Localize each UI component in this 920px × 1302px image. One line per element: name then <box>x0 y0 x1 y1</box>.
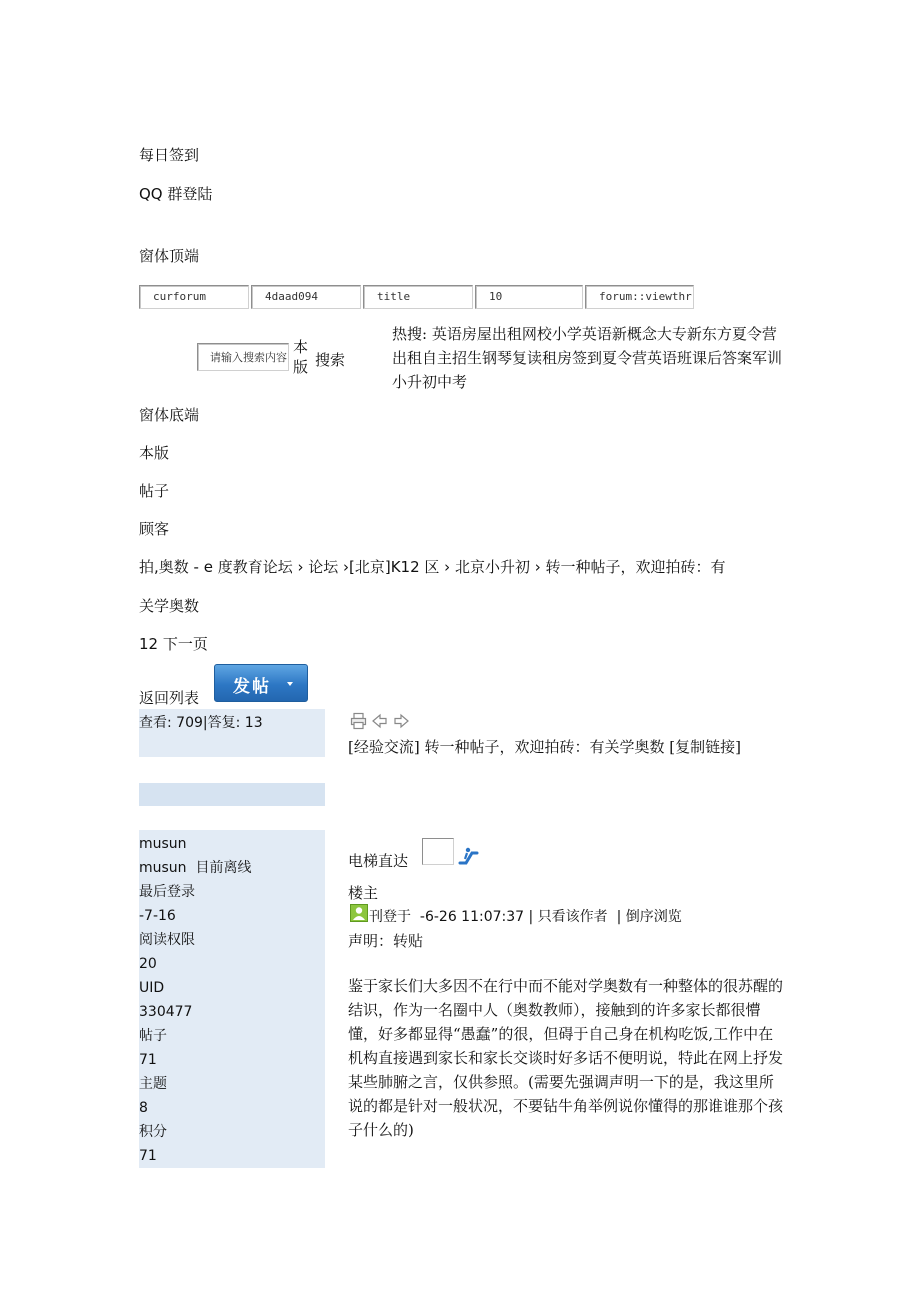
read-perm-label: 阅读权限 <box>139 932 195 948</box>
last-login-label: 最后登录 <box>139 884 195 900</box>
new-post-label: 发帖 <box>233 677 271 697</box>
posts-value[interactable]: 71 <box>139 1052 157 1068</box>
next-thread-icon[interactable] <box>395 715 408 727</box>
uid-value: 330477 <box>139 1004 193 1020</box>
author-name[interactable]: musun <box>139 836 187 852</box>
qq-login-link[interactable]: QQ 群登陆 <box>139 185 213 203</box>
new-post-button[interactable] <box>214 664 308 702</box>
menu-this-board[interactable]: 本版 <box>139 444 170 462</box>
chevron-down-icon <box>287 682 293 686</box>
post-declaration: 声明：转贴 <box>348 932 424 950</box>
floor-jump-input[interactable] <box>422 838 454 865</box>
elevator-label: 电梯直达 <box>348 852 409 870</box>
hot-search-label: 热搜: <box>392 325 428 343</box>
breadcrumb-continued: 关学奥数 <box>139 597 200 615</box>
page-number[interactable]: 12 <box>139 635 159 653</box>
posted-label: 刊登于 <box>369 909 411 925</box>
topics-value[interactable]: 8 <box>139 1100 148 1116</box>
field-num[interactable]: 10 <box>475 285 583 309</box>
form-bottom-label: 窗体底端 <box>139 406 200 424</box>
thread-title-row <box>348 737 741 757</box>
hot-search <box>392 322 787 394</box>
back-to-list-link[interactable]: 返回列表 <box>139 689 200 707</box>
post-meta: 刊登于 -6-26 11:07:37 | 只看该作者 | 倒序浏览 <box>369 909 682 925</box>
replies-count: 13 <box>244 715 263 731</box>
online-status: 目前离线 <box>195 860 252 876</box>
field-formhash[interactable]: 4daad094 <box>251 285 361 309</box>
form-top-label: 窗体顶端 <box>139 247 200 265</box>
next-page-link[interactable]: 下一页 <box>162 635 208 653</box>
sidebar-divider <box>139 783 325 806</box>
author-status <box>139 858 251 878</box>
daily-sign-link[interactable]: 每日签到 <box>139 146 200 164</box>
menu-posts[interactable]: 帖子 <box>139 482 170 500</box>
floor-label: 楼主 <box>348 884 379 902</box>
reverse-order-link[interactable]: 倒序浏览 <box>625 909 682 925</box>
pagination <box>139 634 208 654</box>
only-author-link[interactable]: 只看该作者 <box>537 909 608 925</box>
menu-customers[interactable]: 顾客 <box>139 520 170 538</box>
topics-label: 主题 <box>139 1076 167 1092</box>
thread-title: 转一种帖子，欢迎拍砖：有关学奥数 <box>424 738 665 756</box>
thread-category[interactable]: [经验交流] <box>348 738 420 756</box>
copy-link[interactable]: [复制链接] <box>669 738 742 756</box>
breadcrumb[interactable]: 拍,奥数 - e 度教育论坛 › 论坛 ›[北京]K12 区 › 北京小升初 › 转一种帖子，欢迎拍砖：有 <box>139 558 726 576</box>
hot-search-terms[interactable]: 英语房屋出租网校小学英语新概念大专新东方夏令营出租自主招生钢琴复读租房签到夏令营英语班课后答案军训小升初中考 <box>392 325 783 391</box>
search-input[interactable]: 请输入搜索内容 <box>197 343 289 371</box>
views-label: 查看: <box>139 715 172 731</box>
search-scope-select[interactable]: 本版 <box>293 338 309 376</box>
author-status-name: musun <box>139 860 187 876</box>
points-value: 71 <box>139 1148 157 1164</box>
online-user-icon <box>350 904 368 926</box>
field-mod[interactable]: forum::viewthr <box>585 285 694 309</box>
author-panel <box>139 830 325 1168</box>
thread-stats: 查看: 709|答复: 13 <box>139 715 263 731</box>
read-perm-value: 20 <box>139 956 157 972</box>
views-count: 709 <box>176 715 203 731</box>
replies-label: 答复: <box>207 715 241 731</box>
posted-time: -6-26 11:07:37 <box>419 909 525 925</box>
field-curforum[interactable]: curforum <box>139 285 249 309</box>
thread-tool-icons <box>350 712 412 730</box>
posts-label: 帖子 <box>139 1028 167 1044</box>
search-button[interactable]: 搜索 <box>315 351 346 369</box>
elevator-icon[interactable] <box>457 845 479 867</box>
points-label: 积分 <box>139 1124 167 1140</box>
previous-thread-icon[interactable] <box>373 715 386 727</box>
uid-label: UID <box>139 980 165 996</box>
print-icon[interactable] <box>352 714 366 729</box>
last-login-value: -7-16 <box>139 908 176 924</box>
post-body: 鉴于家长们大多因不在行中而不能对学奥数有一种整体的很苏醒的结识，作为一名圈中人（奥数教师），接触到的许多家长都很懵懂，好多都显得“愚蠢”的很，但碍于自己身在机构吃饭,工作中在机构直接遇到家长和家长交谈时好多话不便明说，特此在网上抒发某些肺腑之言，仅供参照。(需要先强调声明一下的是，我这里所说的都是针对一般状况，不要钻牛角举例说你懂得的那谁谁那个孩子什么的) <box>348 977 784 1139</box>
field-title[interactable]: title <box>363 285 473 309</box>
